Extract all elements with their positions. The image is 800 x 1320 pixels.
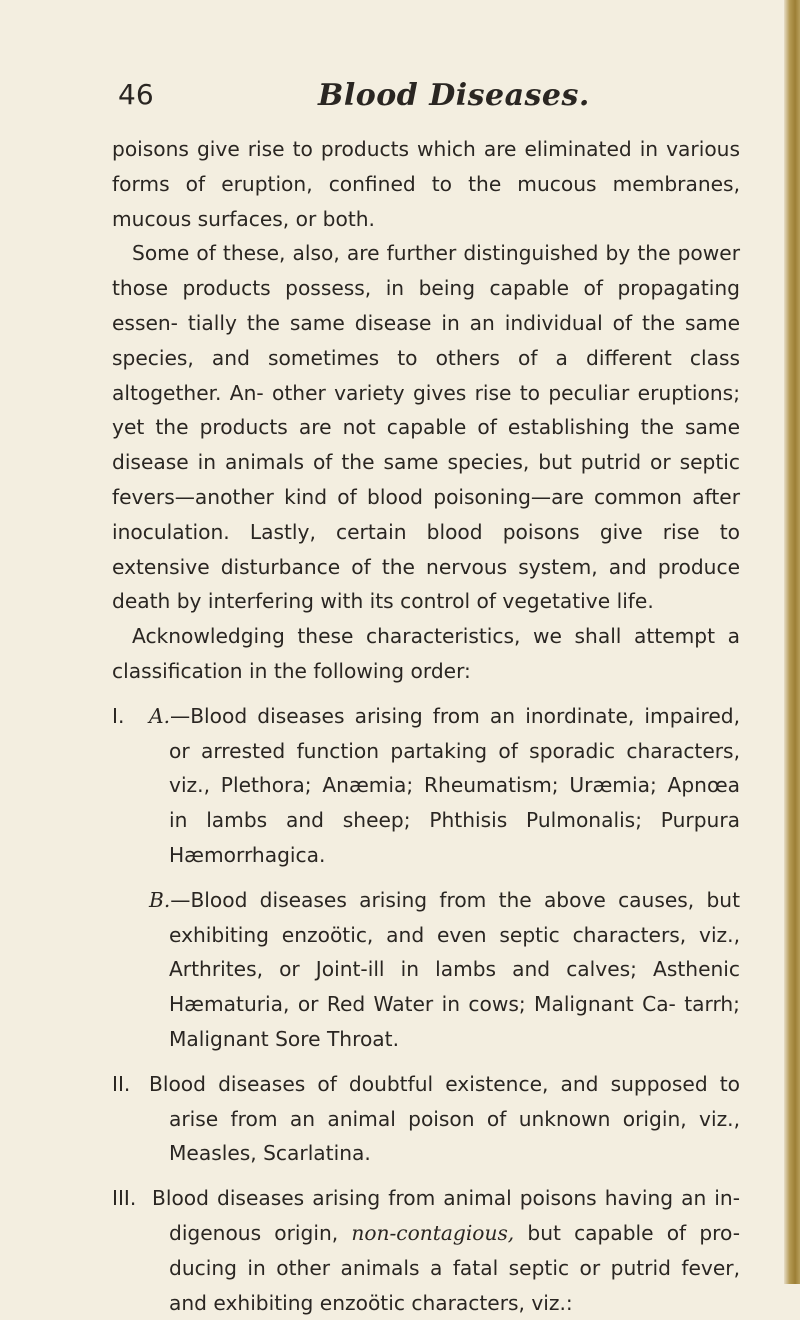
item-label: II.: [112, 1071, 131, 1096]
body-text: [112, 132, 740, 1320]
item-text: Blood diseases arising from animal poisons having an in- digenous origin,: [152, 1186, 740, 1245]
item-text: —Blood diseases arising from the above causes, but exhibiting enzoötic, and even septic characters, viz., Arthrites, or Joint-ill in lambs and calves; Asthenic Hæmaturia, or Red Water in cows; Malignant Ca- tarrh; Malignant Sore Throat.: [169, 887, 740, 1051]
paragraph: poisons give rise to products which are eliminated in various forms of eruption, confined to the mucous membranes, mucous surfaces, or both.: [112, 137, 740, 231]
page-header: [112, 78, 732, 118]
paragraph: Some of these, also, are further distinguished by the power those products possess, in being capable of propagating essen- tially the same disease in an individual of the same species, and sometimes to others of a different class altogether. An- other variety gives rise to peculiar eruptions; yet the products are not capable of establishing the same disease in animals of the same species, but putrid or septic fevers—another kind of blood poisoning—are common after inoculation. Lastly, certain blood poisons give rise to extensive disturbance of the nervous system, and produce death by interfering with its control of vegetative life.: [112, 241, 740, 614]
classification-item-i-b: [112, 883, 740, 1057]
classification-item-i-a: [112, 699, 740, 873]
item-label: III.: [112, 1186, 137, 1211]
classification-item-iii: [112, 1181, 740, 1320]
paragraph: Acknowledging these characteristics, we shall attempt a classification in the following order:: [112, 624, 740, 683]
item-italic-text: non-contagious,: [351, 1220, 515, 1245]
running-title: Blood Diseases.: [318, 78, 590, 113]
page-number: 46: [118, 78, 154, 111]
item-text: —Blood diseases arising from an inordinate, impaired, or arrested function partaking of sporadic characters, viz., Plethora; Anæmia; Rheumatism; Uræmia; Apnœa in lambs and sheep; Phthisis Pulmonalis; Purpura Hæmorrhagica.: [169, 703, 740, 867]
page-edge: [784, 0, 800, 1284]
item-text: but capable of pro- ducing in other animals a fatal septic or putrid fever, and exhibiting enzoötic characters, viz.:: [169, 1220, 740, 1315]
item-text: Blood diseases of doubtful existence, and supposed to arise from an animal poison of unknown origin, viz., Measles, Scarlatina.: [149, 1071, 740, 1166]
item-sublabel: B.: [149, 887, 171, 912]
item-sublabel: A.: [149, 703, 170, 728]
item-label: I.: [112, 703, 125, 728]
classification-item-ii: [112, 1067, 740, 1171]
